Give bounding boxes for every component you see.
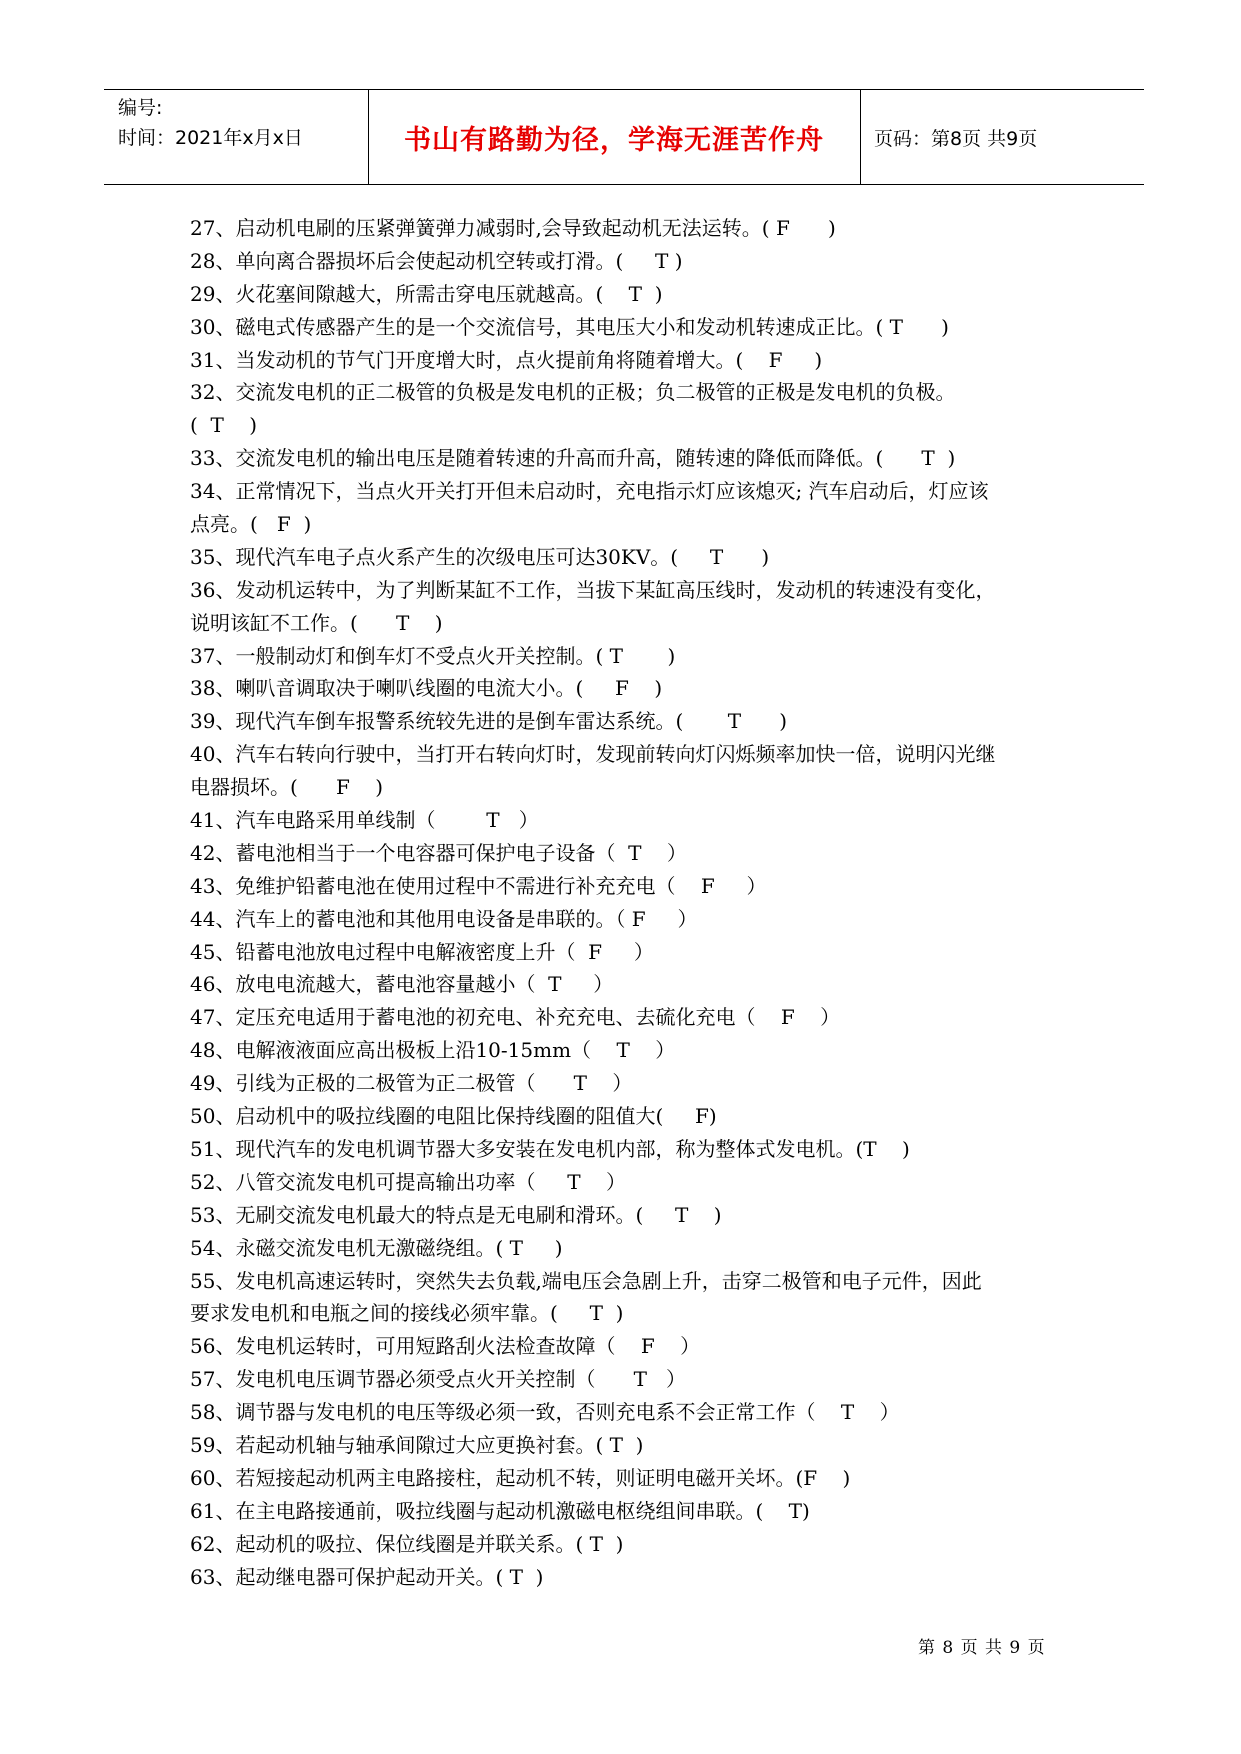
question-line: 36、发动机运转中，为了判断某缸不工作，当拔下某缸高压线时，发动机的转速没有变化，: [190, 577, 996, 602]
question-line: 62、起动机的吸拉、保位线圈是并联关系。( T ): [190, 1531, 624, 1556]
question-line: 60、若短接起动机两主电路接柱，起动机不转，则证明电磁开关坏。(F ): [190, 1465, 851, 1490]
question-line: 37、一般制动灯和倒车灯不受点火开关控制。( T ): [190, 643, 676, 668]
question-line: 57、发电机电压调节器必须受点火开关控制（ T ）: [190, 1367, 687, 1392]
header-meta: [118, 93, 363, 153]
question-line: 49、引线为正极的二极管为正二极管（ T ）: [190, 1071, 633, 1096]
question-line: 33、交流发电机的输出电压是随着转速的升高而升高，随转速的降低而降低。( T ): [190, 446, 956, 471]
question-list: [190, 212, 1070, 1593]
question-line: 58、调节器与发电机的电压等级必须一致，否则充电系不会正常工作（ T ）: [190, 1400, 900, 1425]
question-line: 29、火花塞间隙越大，所需击穿电压就越高。( T ): [190, 281, 663, 306]
document-time: 时间：2021年x月x日: [118, 127, 303, 149]
question-line: 35、现代汽车电子点火系产生的次级电压可达30KV。( T ): [190, 544, 770, 569]
question-line: 40、汽车右转向行驶中，当打开右转向灯时，发现前转向灯闪烁频率加快一倍，说明闪光继: [190, 742, 996, 767]
footer-page-number: 第 8 页 共 9 页: [918, 1638, 1046, 1658]
question-line: 55、发电机高速运转时，突然失去负载,端电压会急剧上升，击穿二极管和电子元件，因此: [190, 1268, 982, 1293]
question-line: 51、现代汽车的发电机调节器大多安装在发电机内部，称为整体式发电机。(T ): [190, 1136, 910, 1161]
question-line: 45、铅蓄电池放电过程中电解液密度上升（ F ）: [190, 939, 654, 964]
question-line: 30、磁电式传感器产生的是一个交流信号，其电压大小和发动机转速成正比。( T ): [190, 314, 949, 339]
question-line: 54、永磁交流发电机无激磁绕组。( T ): [190, 1235, 563, 1260]
header-divider: [368, 90, 369, 184]
question-line: 39、现代汽车倒车报警系统较先进的是倒车雷达系统。( T ): [190, 709, 788, 734]
question-line: 59、若起动机轴与轴承间隙过大应更换衬套。( T ): [190, 1432, 644, 1457]
question-line: 61、在主电路接通前，吸拉线圈与起动机激磁电枢绕组间串联。( T): [190, 1498, 810, 1523]
header-divider: [860, 90, 861, 184]
question-line: 42、蓄电池相当于一个电容器可保护电子设备（ T ）: [190, 840, 687, 865]
question-line: ( T ): [190, 413, 258, 438]
question-line: 点亮。( F ): [190, 512, 312, 537]
document-number-label: 编号:: [118, 97, 163, 119]
question-line: 47、定压充电适用于蓄电池的初充电、补充充电、去硫化充电（ F ）: [190, 1005, 841, 1030]
question-line: 53、无刷交流发电机最大的特点是无电刷和滑环。( T ): [190, 1202, 722, 1227]
document-header: [104, 89, 1144, 185]
header-motto: 书山有路勤为径，学海无涯苦作舟: [404, 124, 824, 156]
question-line: 50、启动机中的吸拉线圈的电阻比保持线圈的阻值大( F): [190, 1104, 717, 1129]
question-line: 43、免维护铅蓄电池在使用过程中不需进行补充充电（ F ）: [190, 873, 767, 898]
header-page-number: 页码：第8页 共9页: [874, 127, 1038, 150]
question-line: 48、电解液液面应高出极板上沿10-15mm（ T ）: [190, 1038, 676, 1063]
question-line: 27、启动机电刷的压紧弹簧弹力减弱时,会导致起动机无法运转。( F ): [190, 216, 836, 240]
question-line: 38、喇叭音调取决于喇叭线圈的电流大小。( F ): [190, 676, 663, 701]
question-line: 41、汽车电路采用单线制（ T ）: [190, 808, 539, 833]
question-line: 44、汽车上的蓄电池和其他用电设备是串联的。（ F ）: [190, 906, 698, 931]
question-line: 56、发电机运转时，可用短路刮火法检查故障（ F ）: [190, 1334, 701, 1359]
question-line: 28、单向离合器损坏后会使起动机空转或打滑。( T ): [190, 248, 683, 273]
question-line: 31、当发动机的节气门开度增大时，点火提前角将随着增大。( F ): [190, 347, 823, 372]
question-line: 52、八管交流发电机可提高输出功率（ T ）: [190, 1169, 627, 1194]
question-line: 46、放电电流越大，蓄电池容量越小（ T ）: [190, 972, 614, 997]
question-line: 34、正常情况下，当点火开关打开但未启动时，充电指示灯应该熄灭; 汽车启动后，灯应该: [190, 479, 989, 504]
question-line: 63、起动继电器可保护起动开关。( T ): [190, 1564, 544, 1589]
question-line: 要求发电机和电瓶之间的接线必须牢靠。( T ): [190, 1301, 624, 1326]
question-line: 32、交流发电机的正二极管的负极是发电机的正极；负二极管的正极是发电机的负极。: [190, 380, 956, 405]
question-line: 说明该缸不工作。( T ): [190, 610, 443, 635]
question-line: 电器损坏。( F ): [190, 775, 384, 800]
